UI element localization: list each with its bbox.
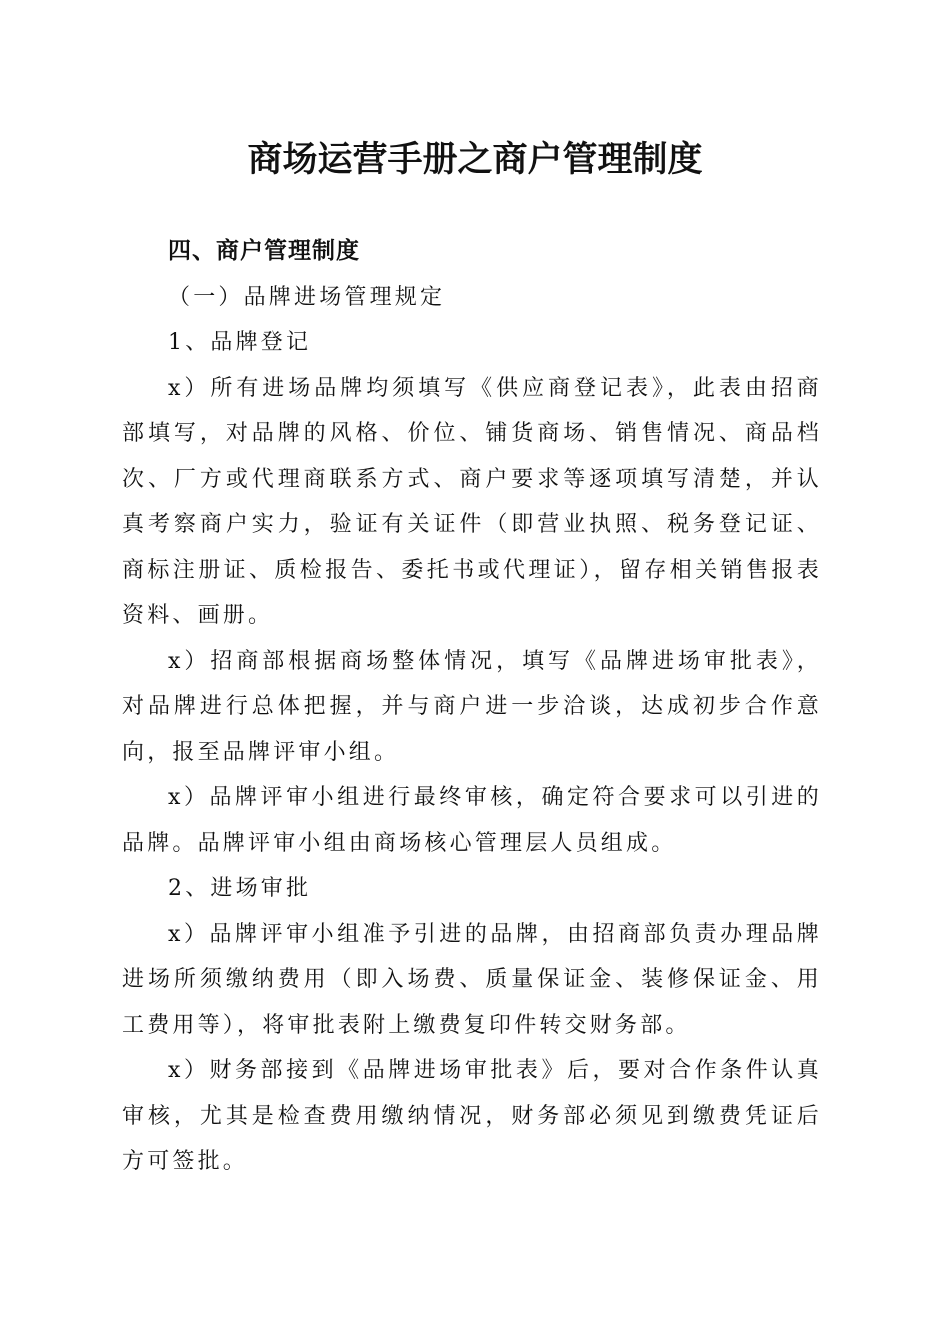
item-heading-entry-approval: 2、进场审批 bbox=[168, 876, 312, 901]
section-heading: 四、商户管理制度 bbox=[168, 238, 360, 264]
paragraph: x）品牌评审小组进行最终审核，确定符合要求可以引进的品牌。品牌评审小组由商场核心管理层人员组成。 bbox=[122, 785, 822, 856]
paragraph: x）招商部根据商场整体情况，填写《品牌进场审批表》，对品牌进行总体把握，并与商户进一步洽谈，达成初步合作意向，报至品牌评审小组。 bbox=[122, 648, 822, 765]
paragraph: x）品牌评审小组准予引进的品牌，由招商部负责办理品牌进场所须缴纳费用（即入场费、质量保证金、装修保证金、用工费用等），将审批表附上缴费复印件转交财务部。 bbox=[122, 921, 822, 1038]
item-heading-brand-registration: 1、品牌登记 bbox=[168, 330, 312, 355]
document-title: 商场运营手册之商户管理制度 bbox=[247, 139, 703, 180]
subsection-heading: （一）品牌进场管理规定 bbox=[168, 284, 446, 310]
paragraph: x）所有进场品牌均须填写《供应商登记表》，此表由招商部填写，对品牌的风格、价位、铺货商场、销售情况、商品档次、厂方或代理商联系方式、商户要求等逐项填写清楚，并认真考察商户实力，验证有关证件（即营业执照、税务登记证、商标注册证、质检报告、委托书或代理证），留存相关销售报表资料、画册。 bbox=[122, 375, 822, 628]
document-body bbox=[122, 229, 822, 1185]
paragraph: x）财务部接到《品牌进场审批表》后，要对合作条件认真审核，尤其是检查费用缴纳情况，财务部必须见到缴费凭证后方可签批。 bbox=[122, 1058, 822, 1174]
